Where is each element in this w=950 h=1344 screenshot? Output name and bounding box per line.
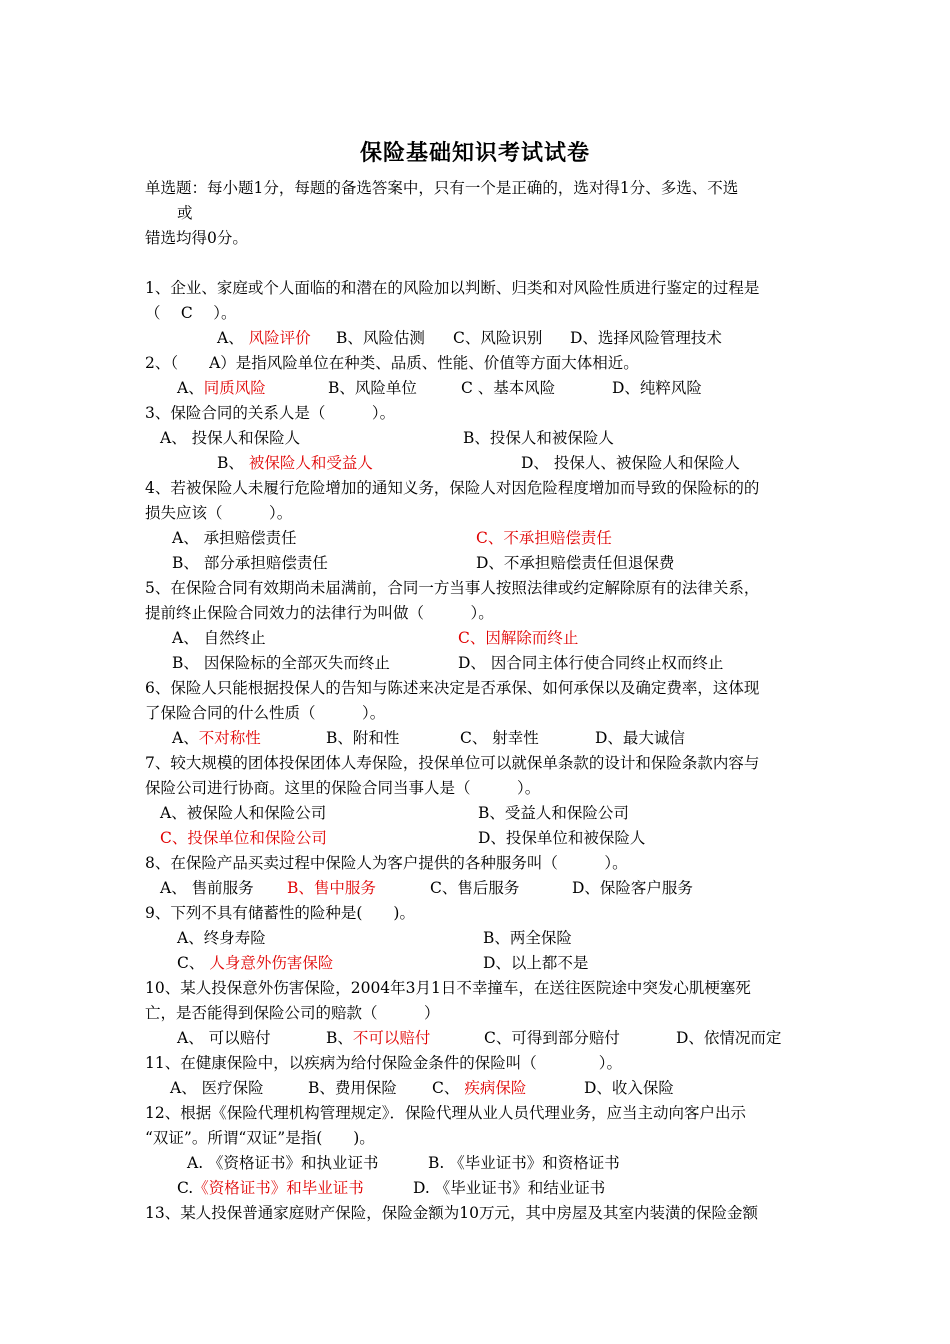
question-10-option-c: C、可得到部分赔付 — [484, 1029, 620, 1047]
question-9-option-d: D、以上都不是 — [483, 954, 589, 972]
question-10-text: 亡，是否能得到保险公司的赔款（ ） — [145, 1004, 440, 1022]
question-4-text: 损失应该（ ）。 — [145, 504, 293, 522]
question-1-option-b: B、风险估测 — [336, 329, 425, 347]
option-label: A、 — [217, 329, 244, 347]
question-2-option-b: B、风险单位 — [328, 379, 417, 397]
question-3-option-b: B、投保人和被保险人 — [463, 429, 614, 447]
question-10-option-a: A、 可以赔付 — [177, 1029, 271, 1047]
correct-answer: 不对称性 — [198, 729, 261, 747]
correct-answer: 被保险人和受益人 — [248, 454, 373, 472]
question-11-option-d: D、收入保险 — [584, 1079, 674, 1097]
question-6-text: 了保险合同的什么性质（ ）。 — [145, 704, 386, 722]
question-6-option-c: C、 射幸性 — [460, 729, 539, 747]
question-11-text: 11、在健康保险中，以疾病为给付保险金条件的保险叫（ ）。 — [145, 1054, 622, 1072]
question-3-option-a: A、 投保人和保险人 — [160, 429, 301, 447]
question-12-option-c — [177, 1178, 364, 1198]
question-2-option-c: C 、基本风险 — [461, 379, 556, 397]
intro-line: 或 — [177, 204, 193, 222]
question-8-option-a: A、 售前服务 — [160, 879, 254, 897]
question-2-option-a — [177, 378, 266, 398]
question-11-option-b: B、费用保险 — [308, 1079, 397, 1097]
intro-line: 错选均得0分。 — [145, 229, 248, 247]
option-label: A、 — [177, 379, 204, 397]
question-4-text: 4、若被保险人未履行危险增加的通知义务，保险人对因危险程度增加而导致的保险标的的 — [145, 479, 760, 497]
question-4-option-b: B、 部分承担赔偿责任 — [172, 554, 328, 572]
question-5-option-b: B、 因保险标的全部灭失而终止 — [172, 654, 390, 672]
question-13-text: 13、某人投保普通家庭财产保险，保险金额为10万元，其中房屋及其室内装潢的保险金额 — [145, 1204, 758, 1222]
question-6-option-b: B、附和性 — [326, 729, 400, 747]
question-5-option-c-correct: C、因解除而终止 — [458, 629, 579, 647]
question-9-text: 9、下列不具有储蓄性的险种是( )。 — [145, 904, 415, 922]
page-title: 保险基础知识考试试卷 — [359, 140, 590, 166]
correct-answer: 同质风险 — [203, 379, 266, 397]
option-label: B、 — [326, 1029, 353, 1047]
option-label: C. — [177, 1179, 194, 1197]
question-4-option-d: D、不承担赔偿责任但退保费 — [476, 554, 675, 572]
question-6-option-a — [172, 728, 261, 748]
question-12-option-d: D. 《毕业证书》和结业证书 — [413, 1179, 606, 1197]
correct-answer: 人身意外伤害保险 — [209, 954, 334, 972]
question-7-option-a: A、被保险人和保险公司 — [160, 804, 327, 822]
correct-answer: 风险评价 — [248, 329, 311, 347]
question-10-option-b — [326, 1028, 430, 1048]
question-5-text: 提前终止保险合同效力的法律行为叫做（ ）。 — [145, 604, 494, 622]
question-1-option-a — [217, 328, 311, 348]
question-4-option-c-correct: C、不承担赔偿责任 — [476, 529, 612, 547]
question-3-option-b-second — [217, 453, 373, 473]
question-10-option-d: D、依情况而定 — [676, 1029, 782, 1047]
question-1-answer-blank: （ C ）。 — [145, 304, 237, 322]
question-6-text: 6、保险人只能根据投保人的告知与陈述来决定是否承保、如何承保以及确定费率，这体现 — [145, 679, 760, 697]
question-7-option-b: B、受益人和保险公司 — [478, 804, 629, 822]
question-9-option-c — [177, 953, 333, 973]
question-11-option-c — [432, 1078, 526, 1098]
question-11-option-a: A、 医疗保险 — [170, 1079, 264, 1097]
question-8-option-c: C、售后服务 — [430, 879, 520, 897]
question-12-option-b: B. 《毕业证书》和资格证书 — [428, 1154, 620, 1172]
question-7-text: 保险公司进行协商。这里的保险合同当事人是（ ）。 — [145, 779, 541, 797]
correct-answer: 《资格证书》和毕业证书 — [193, 1179, 364, 1197]
correct-answer: 疾病保险 — [464, 1079, 527, 1097]
question-7-option-c-correct: C、投保单位和保险公司 — [160, 829, 327, 847]
question-1-text: 1、企业、家庭或个人面临的和潜在的风险加以判断、归类和对风险性质进行鉴定的过程是 — [145, 279, 760, 297]
question-7-text: 7、较大规模的团体投保团体人寿保险，投保单位可以就保单条款的设计和保险条款内容与 — [145, 754, 760, 772]
question-6-option-d: D、最大诚信 — [595, 729, 685, 747]
question-9-option-b: B、两全保险 — [483, 929, 572, 947]
option-label: A、 — [172, 729, 199, 747]
option-label: C、 — [432, 1079, 460, 1097]
question-2-text: 2、（ A）是指风险单位在种类、品质、性能、价值等方面大体相近。 — [145, 354, 639, 372]
question-5-option-a: A、 自然终止 — [172, 629, 266, 647]
question-3-option-d: D、 投保人、被保险人和保险人 — [521, 454, 740, 472]
question-12-text: 12、根据《保险代理机构管理规定》．保险代理从业人员代理业务，应当主动向客户出示 — [145, 1104, 746, 1122]
question-8-option-d: D、保险客户服务 — [572, 879, 693, 897]
option-label: C、 — [177, 954, 205, 972]
question-1-option-c: C、风险识别 — [453, 329, 543, 347]
question-8-option-b-correct: B、售中服务 — [287, 879, 376, 897]
question-5-option-d: D、 因合同主体行使合同终止权而终止 — [458, 654, 724, 672]
question-1-option-d: D、选择风险管理技术 — [570, 329, 722, 347]
question-7-option-d: D、投保单位和被保险人 — [478, 829, 646, 847]
question-10-text: 10、某人投保意外伤害保险，2004年3月1日不幸撞车，在送往医院途中突发心肌梗塞死 — [145, 979, 751, 997]
correct-answer: 不可以赔付 — [352, 1029, 431, 1047]
intro-line: 单选题：每小题1分，每题的备选答案中，只有一个是正确的，选对得1分、多选、不选 — [145, 179, 739, 197]
question-12-text: “双证”。所谓“双证”是指( )。 — [145, 1129, 375, 1147]
option-label: B、 — [217, 454, 244, 472]
question-2-option-d: D、纯粹风险 — [612, 379, 702, 397]
question-3-text: 3、保险合同的关系人是（ ）。 — [145, 404, 396, 422]
question-12-option-a: A. 《资格证书》和执业证书 — [187, 1154, 379, 1172]
question-8-text: 8、在保险产品买卖过程中保险人为客户提供的各种服务叫（ ）。 — [145, 854, 628, 872]
question-9-option-a: A、终身寿险 — [177, 929, 266, 947]
question-4-option-a: A、 承担赔偿责任 — [172, 529, 297, 547]
question-5-text: 5、在保险合同有效期尚未届满前，合同一方当事人按照法律或约定解除原有的法律关系， — [145, 579, 760, 597]
